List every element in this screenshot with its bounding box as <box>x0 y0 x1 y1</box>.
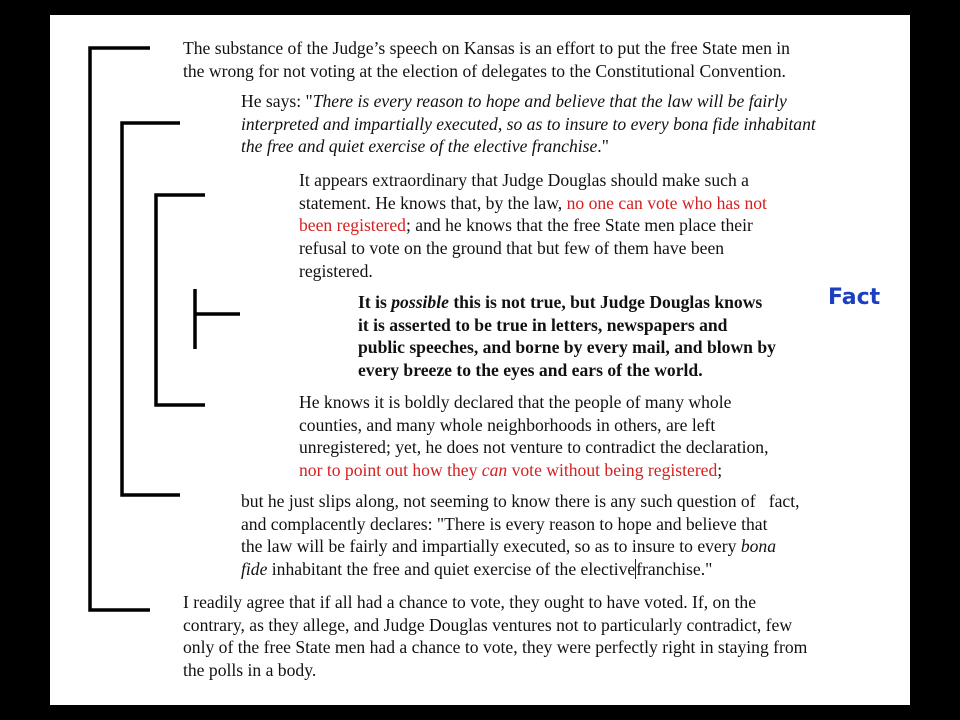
emphasis-italic: bona <box>740 536 776 557</box>
text-segment: He says: " <box>241 91 313 111</box>
bracket-outer <box>90 48 150 610</box>
text-segment: inhabitant the free and quiet exercise of the elective <box>267 559 636 580</box>
paragraph-possible <box>358 291 858 382</box>
bracket-level-3 <box>156 195 205 405</box>
text-line: registered. <box>299 260 373 281</box>
highlight-red: nor to point out how they <box>299 460 482 481</box>
quote-italic: interpreted and impartially executed, so as to insure to every bona fide inhabitant <box>241 113 816 134</box>
paragraph-boldly-declared <box>299 391 859 482</box>
text-line: public speeches, and borne by every mail, and blown by <box>358 337 776 358</box>
bracket-level-2 <box>122 123 180 495</box>
text-segment: ." <box>597 136 609 157</box>
paragraph-slips-along <box>241 490 901 581</box>
text-line: He knows it is boldly declared that the people of many whole <box>299 392 732 412</box>
paragraph-extraordinary <box>299 169 859 283</box>
highlight-red-italic: can <box>481 460 508 481</box>
text-line: only of the free State men had a chance to vote, they were perfectly right in staying from <box>183 637 808 658</box>
quote-italic: the free and quiet exercise of the elective franchise <box>241 136 598 157</box>
highlight-red: no one can vote who has not <box>566 192 767 213</box>
emphasis-italic: fide <box>241 559 268 580</box>
text-line: The substance of the Judge’s speech on Kansas is an effort to put the free State men in <box>183 38 790 58</box>
emphasis-italic: possible <box>391 292 449 312</box>
text-segment: statement. He knows that, by the law, <box>299 192 567 213</box>
text-line: the polls in a body. <box>183 660 317 681</box>
text-line: counties, and many whole neighborhoods in others, are left <box>299 414 716 435</box>
text-segment: ; <box>717 460 723 481</box>
text-segment: ; and he knows that the free State men place their <box>405 215 753 236</box>
paragraph-substance <box>183 37 883 82</box>
text-line: the wrong for not voting at the election of delegates to the Constitutional Convention. <box>183 60 786 81</box>
text-line: It appears extraordinary that Judge Douglas should make such a <box>299 170 749 190</box>
text-segment: the law will be fairly and impartially executed, so as to insure to every <box>241 536 741 557</box>
text-segment: It is <box>358 292 392 312</box>
text-line: I readily agree that if all had a chance to vote, they ought to have voted. If, on the <box>183 592 757 612</box>
text-line: refusal to vote on the ground that but few of them have been <box>299 238 725 259</box>
text-line: and complacently declares: "There is every reason to hope and believe that <box>241 513 768 534</box>
highlight-red: vote without being registered <box>507 460 718 481</box>
text-line: it is asserted to be true in letters, newspapers and <box>358 314 728 335</box>
paragraph-he-says <box>241 90 901 158</box>
text-line: every breeze to the eyes and ears of the world. <box>358 360 703 381</box>
document-page <box>50 15 910 705</box>
text-segment: this is not true, but Judge Douglas knows <box>448 292 763 312</box>
text-line: unregistered; yet, he does not venture to contradict the declaration, <box>299 437 769 458</box>
text-segment: franchise." <box>636 559 713 580</box>
paragraph-readily-agree <box>183 591 893 682</box>
text-line: contrary, as they allege, and Judge Douglas ventures not to particularly contradict, few <box>183 614 793 635</box>
highlight-red: been registered <box>299 215 406 236</box>
text-line: but he just slips along, not seeming to know there is any such question of fact, <box>241 491 800 511</box>
fact-label: Fact <box>828 285 881 310</box>
quote-italic: There is every reason to hope and believe that the law will be fairly <box>312 91 787 111</box>
